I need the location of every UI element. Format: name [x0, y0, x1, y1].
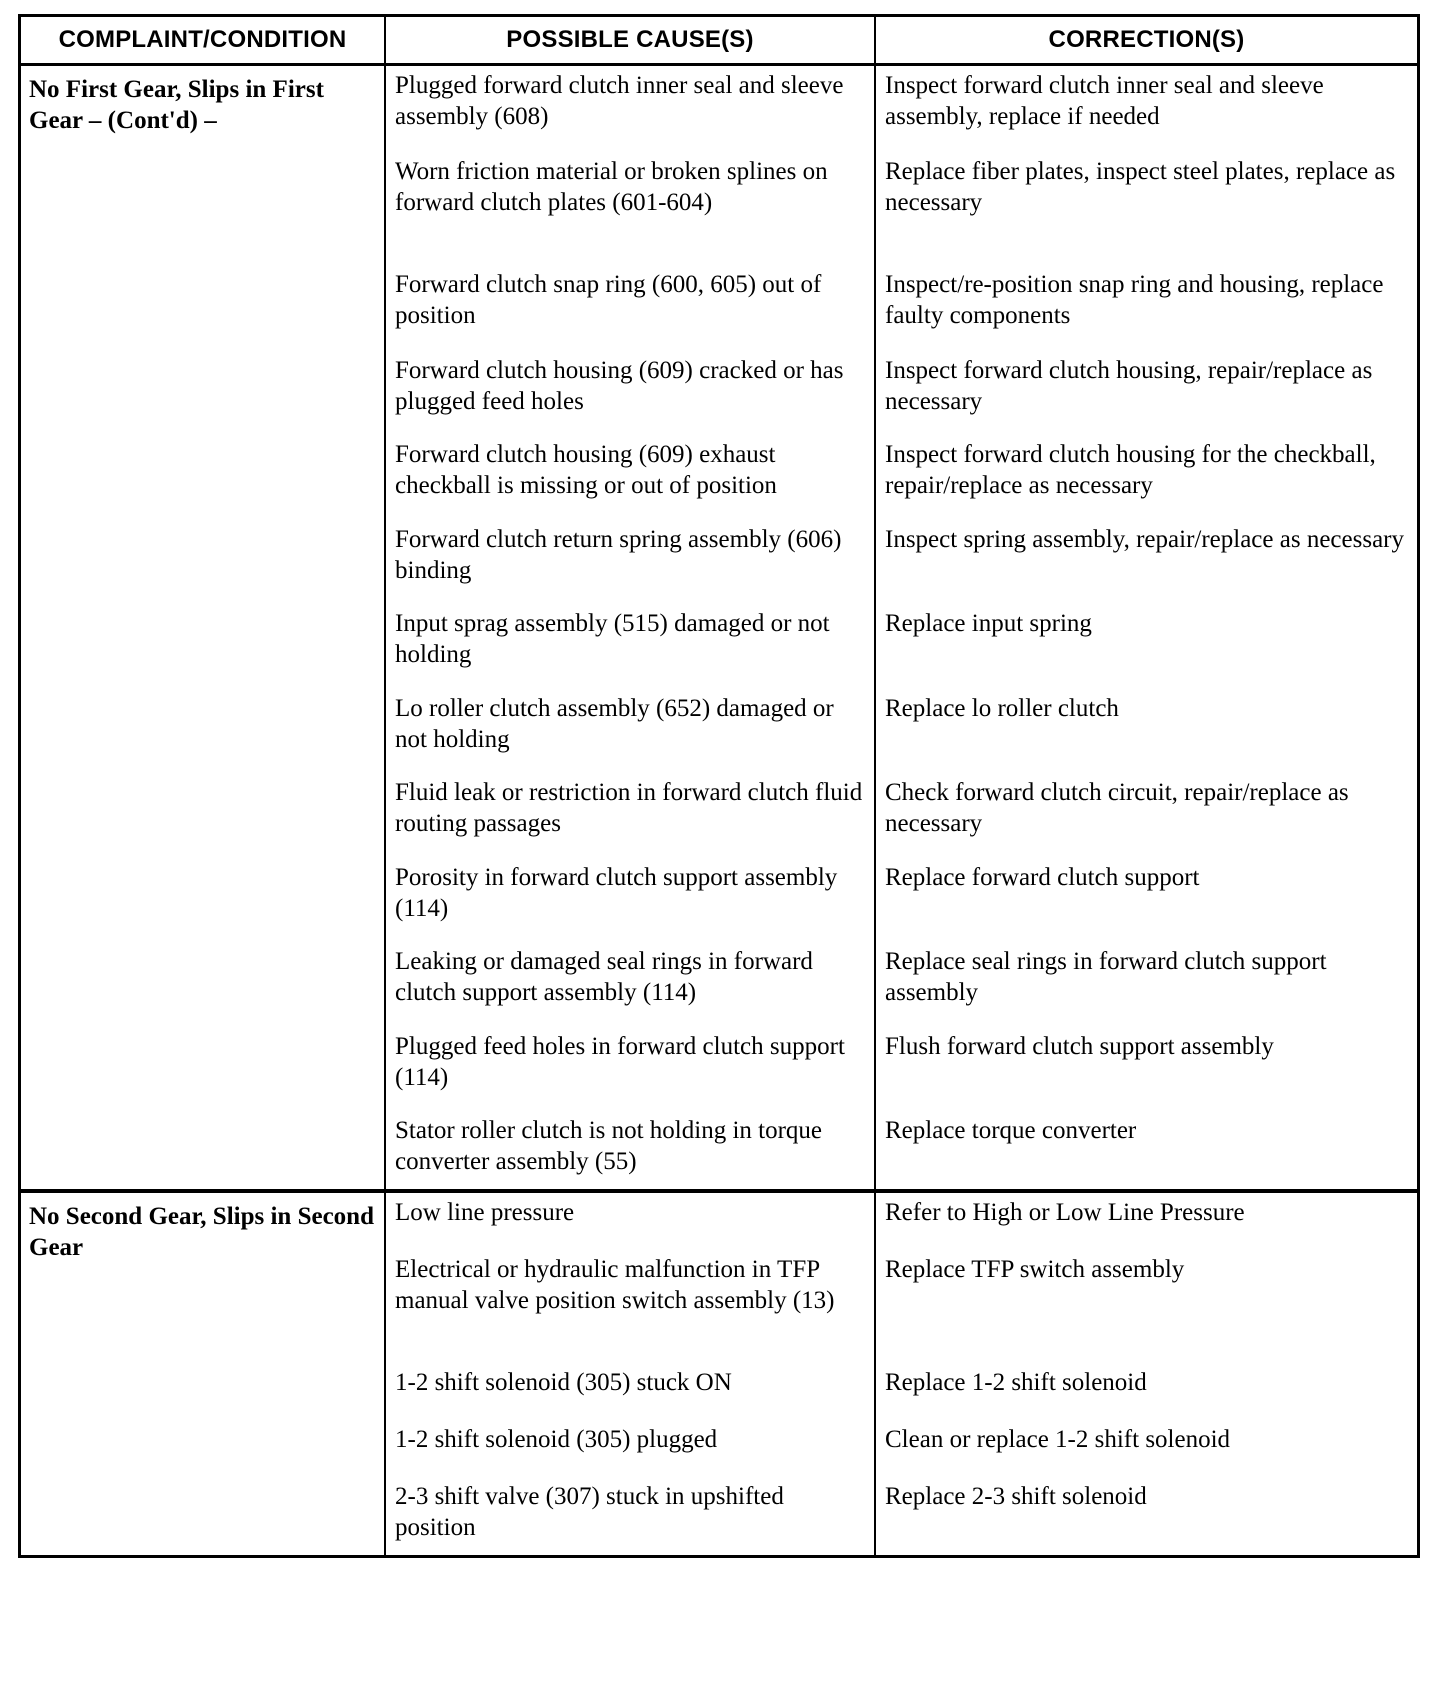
- cause-cell: Leaking or damaged seal rings in forward clutch support assembly (114): [395, 948, 813, 1006]
- cause-cell: 2-3 shift valve (307) stuck in upshifted position: [395, 1483, 784, 1541]
- correction-cell: Check forward clutch circuit, repair/replace as necessary: [885, 779, 1349, 837]
- correction-cell: Inspect spring assembly, repair/replace as necessary: [885, 526, 1404, 553]
- condition-group-second-gear: [21, 1189, 1417, 1555]
- correction-cell: Replace seal rings in forward clutch support assembly: [885, 948, 1327, 1006]
- correction-cell: Clean or replace 1-2 shift solenoid: [885, 1426, 1231, 1453]
- correction-cell: Inspect forward clutch housing for the checkball, repair/replace as necessary: [885, 441, 1376, 499]
- cause-cell: Plugged feed holes in forward clutch support (114): [395, 1033, 845, 1091]
- header-correction: CORRECTION(S): [874, 17, 1417, 63]
- correction-cell: Refer to High or Low Line Pressure: [885, 1199, 1245, 1226]
- header-cause: POSSIBLE CAUSE(S): [384, 17, 874, 63]
- cause-cell: 1-2 shift solenoid (305) stuck ON: [395, 1369, 732, 1396]
- cause-cell: Porosity in forward clutch support assembly (114): [395, 864, 838, 922]
- cause-cell: Forward clutch return spring assembly (606) binding: [395, 526, 842, 584]
- cause-cell: Low line pressure: [395, 1199, 575, 1226]
- correction-cell: Inspect forward clutch housing, repair/replace as necessary: [885, 357, 1373, 415]
- correction-cell: Replace fiber plates, inspect steel plates, replace as necessary: [885, 158, 1396, 216]
- condition-label: No Second Gear, Slips in Second Gear: [29, 1203, 374, 1261]
- table-header: [21, 17, 1417, 66]
- correction-cell: Replace TFP switch assembly: [885, 1256, 1185, 1283]
- cause-cell: Forward clutch housing (609) exhaust checkball is missing or out of position: [395, 441, 777, 499]
- cause-cell: Electrical or hydraulic malfunction in TFP manual valve position switch assembly (13): [395, 1256, 835, 1314]
- correction-cell: Inspect/re-position snap ring and housing, replace faulty components: [885, 271, 1384, 329]
- cause-cell: Plugged forward clutch inner seal and sleeve assembly (608): [395, 72, 844, 130]
- condition-label: No First Gear, Slips in First Gear – (Cont'd) –: [29, 76, 324, 134]
- correction-cell: Replace 2-3 shift solenoid: [885, 1483, 1147, 1510]
- cause-cell: Stator roller clutch is not holding in torque converter assembly (55): [395, 1117, 823, 1175]
- correction-cell: Flush forward clutch support assembly: [885, 1033, 1274, 1060]
- cause-cell: Forward clutch snap ring (600, 605) out of position: [395, 271, 822, 329]
- correction-cell: Replace torque converter: [885, 1117, 1137, 1144]
- cause-cell: Fluid leak or restriction in forward clutch fluid routing passages: [395, 779, 863, 837]
- cause-cell: Lo roller clutch assembly (652) damaged or not holding: [395, 695, 834, 753]
- cause-cell: 1-2 shift solenoid (305) plugged: [395, 1426, 718, 1453]
- header-complaint: COMPLAINT/CONDITION: [58, 26, 347, 53]
- correction-cell: Replace input spring: [885, 610, 1092, 637]
- condition-group-first-gear: [21, 66, 1417, 1189]
- causes-column: [384, 66, 874, 1189]
- correction-cell: Inspect forward clutch inner seal and sleeve assembly, replace if needed: [885, 72, 1324, 130]
- correction-cell: Replace forward clutch support: [885, 864, 1200, 891]
- correction-cell: Replace lo roller clutch: [885, 695, 1119, 722]
- cause-cell: Forward clutch housing (609) cracked or has plugged feed holes: [395, 357, 844, 415]
- troubleshooting-table: [18, 14, 1420, 1558]
- correction-cell: Replace 1-2 shift solenoid: [885, 1369, 1147, 1396]
- causes-column: [384, 1193, 874, 1555]
- cause-cell: Worn friction material or broken splines on forward clutch plates (601-604): [395, 158, 828, 216]
- cause-cell: Input sprag assembly (515) damaged or not holding: [395, 610, 830, 668]
- corrections-column: [874, 1193, 1417, 1555]
- corrections-column: [874, 66, 1417, 1189]
